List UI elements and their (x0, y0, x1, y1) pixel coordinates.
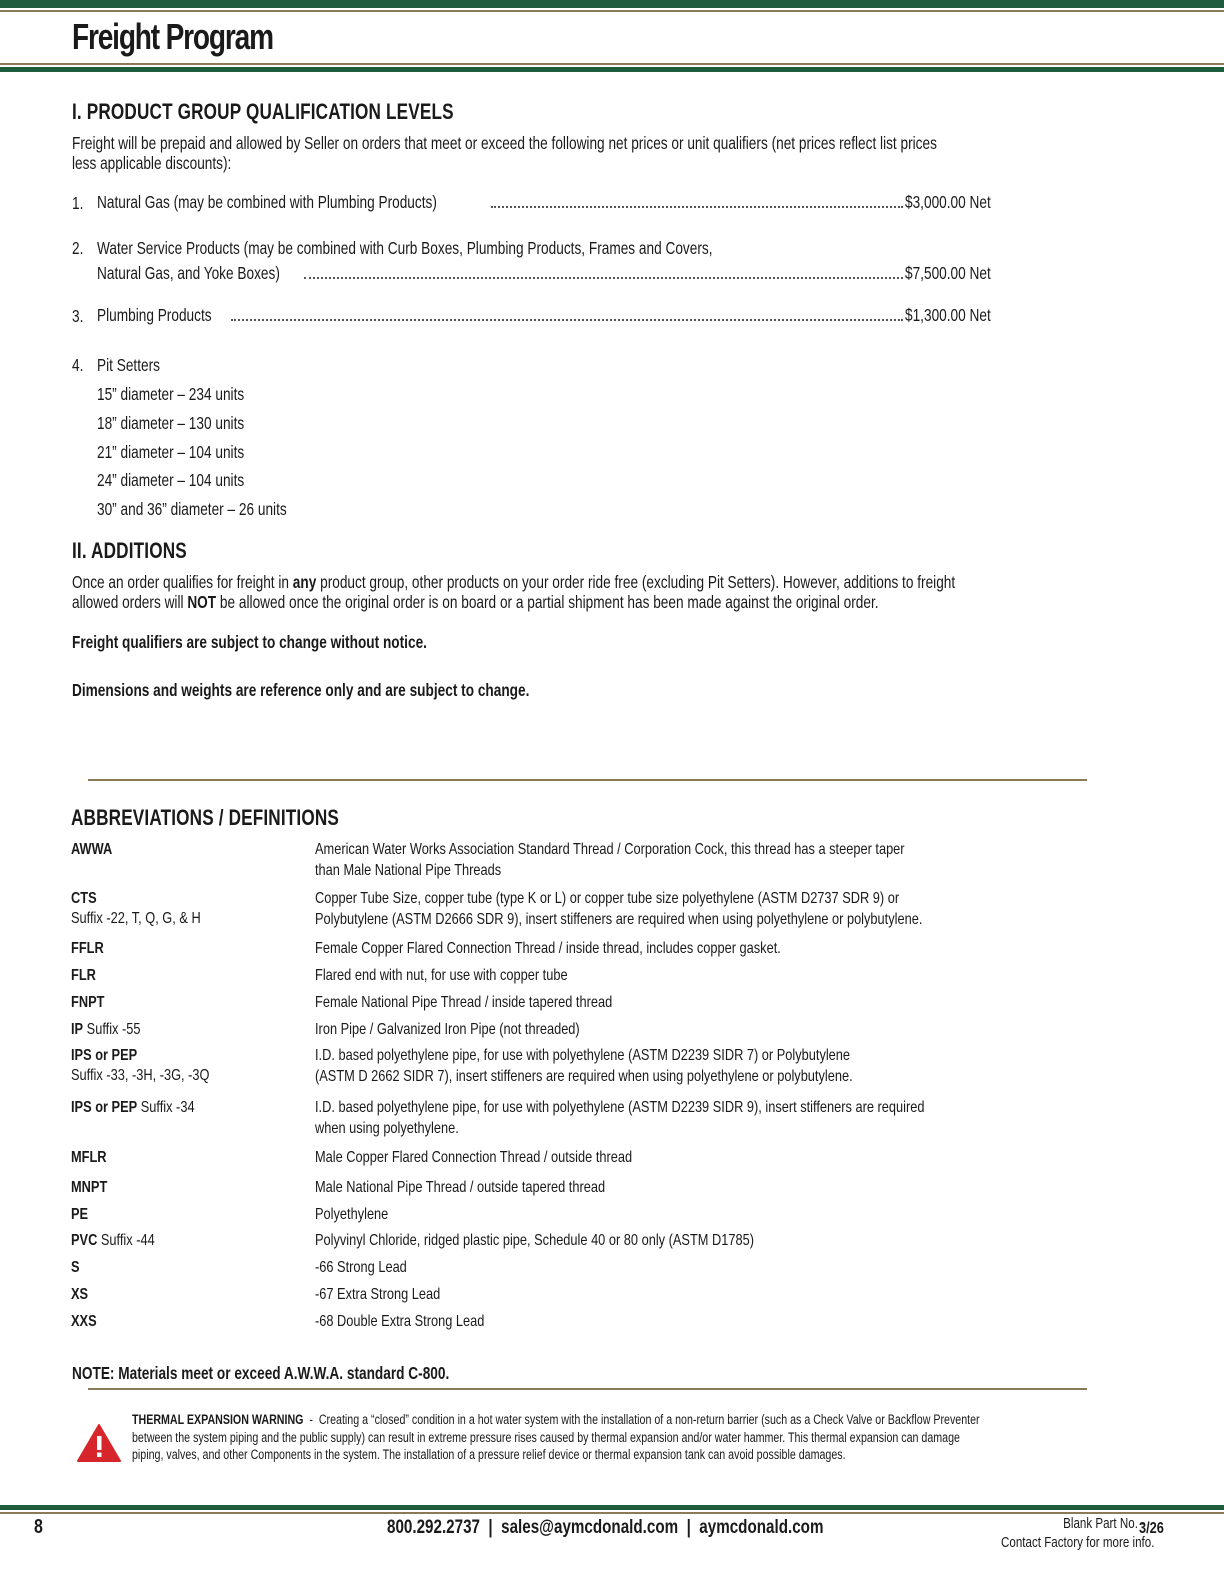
footer-rule (0, 1512, 1224, 1514)
abbr-term: XS (71, 1286, 89, 1303)
abbr-term: MFLR (71, 1149, 107, 1166)
note-dimensions-reference: Dimensions and weights are reference only and are subject to change. (72, 680, 530, 700)
abbr-definition: I.D. based polyethylene pipe, for use with polyethylene (ASTM D2239 SIDR 9), insert stiffeners are required when using polyethylene. (315, 1099, 925, 1137)
abbr-definition: Copper Tube Size, copper tube (type K or L) or copper tube size polyethylene (ASTM D2737 SDR 9) or Polybutylene (ASTM D2666 SDR 9), insert stiffeners are required when using polyethylene or polybutylene. (315, 890, 923, 928)
section-heading-additions: II. ADDITIONS (72, 538, 187, 563)
qualifier-row-plumbing (97, 304, 1003, 326)
title-rule-thin (0, 63, 1224, 65)
intro-text-line1: Freight will be prepaid and allowed by Seller on orders that meet or exceed the following net prices or unit qualifiers (net prices reflect list prices (72, 133, 937, 153)
abbr-definition: -68 Double Extra Strong Lead (315, 1313, 485, 1330)
abbr-term: S (71, 1259, 80, 1276)
intro-text-line2: less applicable discounts): (72, 153, 232, 173)
page-title: Freight Program (72, 16, 273, 57)
leader-dots (491, 205, 903, 208)
item-number: 3. (72, 306, 84, 326)
warning-title: THERMAL EXPANSION WARNING (132, 1412, 304, 1427)
abbr-definition: Polyethylene (315, 1206, 389, 1223)
qualifier-label: Natural Gas (may be combined with Plumbing Products) (97, 192, 437, 212)
abbr-term: IPS or PEP Suffix -34 (71, 1099, 195, 1116)
item-number: 4. (72, 355, 84, 375)
abbr-term: IP Suffix -55 (71, 1021, 141, 1038)
qualifier-amount: $1,300.00 Net (905, 305, 991, 325)
top-rule (0, 10, 1224, 12)
pit-setter-line: 15” diameter – 234 units (97, 384, 245, 404)
abbr-term: XXS (71, 1313, 97, 1330)
abbr-definition: Male Copper Flared Connection Thread / outside thread (315, 1149, 633, 1166)
abbr-definition: Female Copper Flared Connection Thread / inside thread, includes copper gasket. (315, 940, 781, 957)
abbr-term: FFLR (71, 940, 104, 957)
abbr-definition: American Water Works Association Standard Thread / Corporation Cock, this thread has a steeper taper than Male National Pipe Threads (315, 841, 905, 879)
pit-setter-line: 30” and 36” diameter – 26 units (97, 499, 287, 519)
abbr-term: FNPT (71, 994, 105, 1011)
qualifier-label: Plumbing Products (97, 305, 212, 325)
top-band (0, 0, 1224, 8)
qualifier-row-natural-gas (97, 191, 1003, 213)
additions-text-line1: Once an order qualifies for freight in any product group, other products on your order ride free (excluding Pit Setters). However, additions to freight (72, 572, 956, 592)
abbr-term: AWWA (71, 841, 113, 858)
warning-triangle-icon (77, 1423, 121, 1463)
title-rule-green (0, 67, 1224, 72)
abbr-term: IPS or PEP Suffix -33, -3H, -3G, -3Q (71, 1047, 210, 1084)
additions-text-line2: allowed orders will NOT be allowed once the original order is on board or a partial shipment has been made against the original order. (72, 592, 879, 612)
abbr-definition: Iron Pipe / Galvanized Iron Pipe (not threaded) (315, 1021, 580, 1038)
abbr-definition: Female National Pipe Thread / inside tapered thread (315, 994, 613, 1011)
qualifier-amount: $7,500.00 Net (905, 263, 991, 283)
pit-setter-line: 24” diameter – 104 units (97, 470, 245, 490)
thermal-expansion-warning: THERMAL EXPANSION WARNING - Creating a “closed” condition in a hot water system with the installation of a non-return barrier (such as a Check Valve or Backflow Preventer between the system piping and the public supply) can result in extreme pressure rises caused by thermal expansion and/or water hammer. This thermal expansion can damage piping, valves, and other Components in the system. The installation of a pressure relief device or thermal expansion tank can avoid possible damages. (132, 1412, 980, 1462)
revision-date: 3/26 (1139, 1520, 1164, 1537)
section-divider (88, 779, 1087, 781)
abbr-definition: Flared end with nut, for use with copper tube (315, 967, 568, 984)
footer-part-info: Blank Part No. - Contact Factory for more info. (1001, 1516, 1155, 1551)
qualifier-label: Natural Gas, and Yoke Boxes) (97, 263, 280, 283)
abbr-definition: -66 Strong Lead (315, 1259, 407, 1276)
pit-setters-label: Pit Setters (97, 355, 160, 375)
materials-note: NOTE: Materials meet or exceed A.W.W.A. standard C-800. (72, 1363, 450, 1383)
item-number: 1. (72, 193, 84, 213)
qualifier-row-water-service (97, 262, 1003, 284)
abbr-term: PVC Suffix -44 (71, 1232, 155, 1249)
section-heading-qualification: I. PRODUCT GROUP QUALIFICATION LEVELS (72, 99, 454, 124)
item-number: 2. (72, 238, 84, 258)
footer-contact: 800.292.2737 | sales@aymcdonald.com | aymcdonald.com (387, 1517, 824, 1538)
abbr-term: MNPT (71, 1179, 108, 1196)
abbr-term: PE (71, 1206, 89, 1223)
abbreviations-heading: ABBREVIATIONS / DEFINITIONS (71, 805, 339, 830)
section-divider (88, 1388, 1087, 1390)
leader-dots (231, 318, 903, 321)
qualifier-label-line1: Water Service Products (may be combined with Curb Boxes, Plumbing Products, Frames and Covers, (97, 238, 713, 258)
abbr-definition: -67 Extra Strong Lead (315, 1286, 441, 1303)
pit-setter-line: 21” diameter – 104 units (97, 442, 245, 462)
abbr-term: CTS Suffix -22, T, Q, G, & H (71, 890, 201, 927)
leader-dots (304, 276, 903, 279)
abbr-definition: Male National Pipe Thread / outside tapered thread (315, 1179, 606, 1196)
abbr-term: FLR (71, 967, 96, 984)
footer-band (0, 1505, 1224, 1510)
abbr-definition: Polyvinyl Chloride, ridged plastic pipe, Schedule 40 or 80 only (ASTM D1785) (315, 1232, 754, 1249)
note-qualifiers-change: Freight qualifiers are subject to change without notice. (72, 632, 427, 652)
pit-setter-line: 18” diameter – 130 units (97, 413, 245, 433)
page-number: 8 (34, 1516, 43, 1538)
abbr-definition: I.D. based polyethylene pipe, for use with polyethylene (ASTM D2239 SIDR 7) or Polybutylene (ASTM D 2662 SIDR 7), insert stiffeners are required when using polyethylene or polybutylene. (315, 1047, 853, 1085)
qualifier-amount: $3,000.00 Net (905, 192, 991, 212)
